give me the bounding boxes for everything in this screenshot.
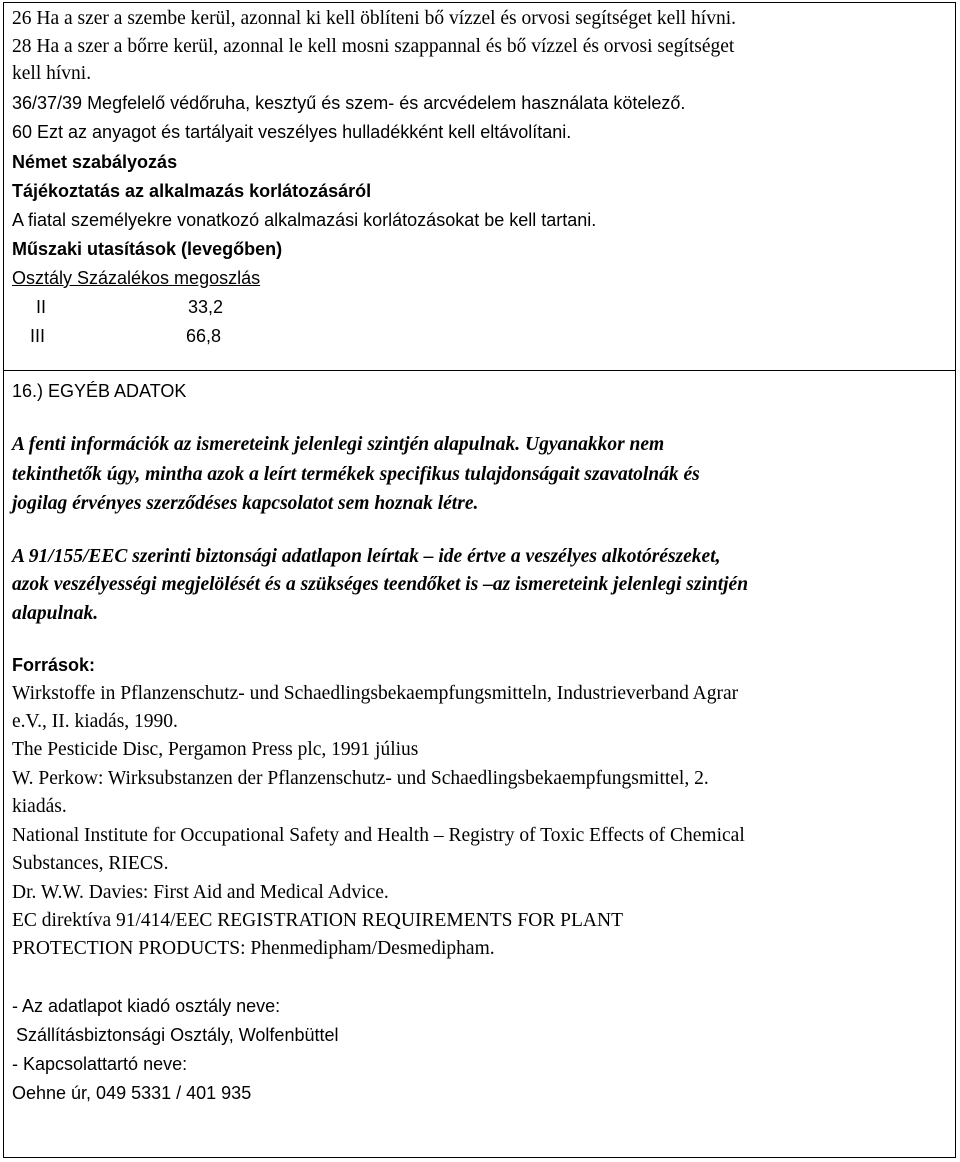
source-line: PROTECTION PRODUCTS: Phenmedipham/Desmedipham. (12, 938, 495, 959)
source-line: e.V., II. kiadás, 1990. (12, 711, 178, 732)
eec-line: A 91/155/EEC szerinti biztonsági adatlapon leírtak – ide értve a veszélyes alkotórészeket, (12, 546, 721, 567)
table-row-class: III (30, 326, 46, 346)
source-line: Dr. W.W. Davies: First Aid and Medical Advice. (12, 882, 389, 903)
section-16-title: 16.) EGYÉB ADATOK (12, 381, 187, 401)
source-line: EC direktíva 91/414/EEC REGISTRATION REQUIREMENTS FOR PLANT (12, 910, 623, 931)
source-line: National Institute for Occupational Safety and Health – Registry of Toxic Effects of Chemical (12, 825, 745, 846)
source-line: W. Perkow: Wirksubstanzen der Pflanzenschutz- und Schaedlingsbekaempfungsmittel, 2. (12, 768, 709, 789)
restriction-text: A fiatal személyekre vonatkozó alkalmazási korlátozásokat be kell tartani. (12, 210, 597, 230)
source-line: Wirkstoffe in Pflanzenschutz- und Schaedlingsbekaempfungsmitteln, Industrieverband Agrar (12, 683, 739, 704)
risk-phrase-26: 26 Ha a szer a szembe kerül, azonnal ki kell öblíteni bő vízzel és orvosi segítséget kell hívni. (12, 8, 736, 29)
section-divider (3, 370, 956, 371)
source-line: kiadás. (12, 796, 67, 817)
contact-value: Oehne úr, 049 5331 / 401 935 (12, 1083, 252, 1103)
table-row-percent: 33,2 (188, 297, 224, 317)
risk-phrase-28-cont: kell hívni. (12, 63, 92, 84)
restriction-heading: Tájékoztatás az alkalmazás korlátozásáról (12, 181, 372, 201)
eec-line: azok veszélyességi megjelölését és a szükséges teendőket is –az ismereteink jelenlegi szintjén (12, 574, 749, 595)
german-regulation-heading: Német szabályozás (12, 152, 178, 172)
contact-label: - Kapcsolattartó neve: (12, 1054, 188, 1074)
source-line: The Pesticide Disc, Pergamon Press plc, 1991 július (12, 739, 419, 760)
sources-heading: Források: (12, 655, 96, 675)
disclaimer-line: A fenti információk az ismereteink jelenlegi szintjén alapulnak. Ugyanakkor nem (12, 434, 665, 455)
disclaimer-line: jogilag érvényes szerződéses kapcsolatot sem hoznak létre. (12, 493, 479, 514)
disclaimer-line: tekinthetők úgy, mintha azok a leírt termékek specifikus tulajdonságait szavatolnák és (12, 464, 700, 485)
risk-phrase-60: 60 Ezt az anyagot és tartályait veszélyes hulladékként kell eltávolítani. (12, 122, 572, 142)
source-line: Substances, RIECS. (12, 853, 169, 874)
risk-phrase-28: 28 Ha a szer a bőrre kerül, azonnal le kell mosni szappannal és bő vízzel és orvosi segítséget (12, 36, 735, 57)
technical-heading: Műszaki utasítások (levegőben) (12, 239, 283, 259)
eec-line: alapulnak. (12, 603, 99, 624)
issuer-label: - Az adatlapot kiadó osztály neve: (12, 996, 281, 1016)
table-row-class: II (36, 297, 47, 317)
issuer-value: Szállításbiztonsági Osztály, Wolfenbüttel (16, 1025, 339, 1045)
table-row-percent: 66,8 (186, 326, 222, 346)
table-header: Osztály Százalékos megoszlás (12, 268, 261, 288)
risk-phrase-36: 36/37/39 Megfelelő védőruha, kesztyű és szem- és arcvédelem használata kötelező. (12, 93, 686, 113)
